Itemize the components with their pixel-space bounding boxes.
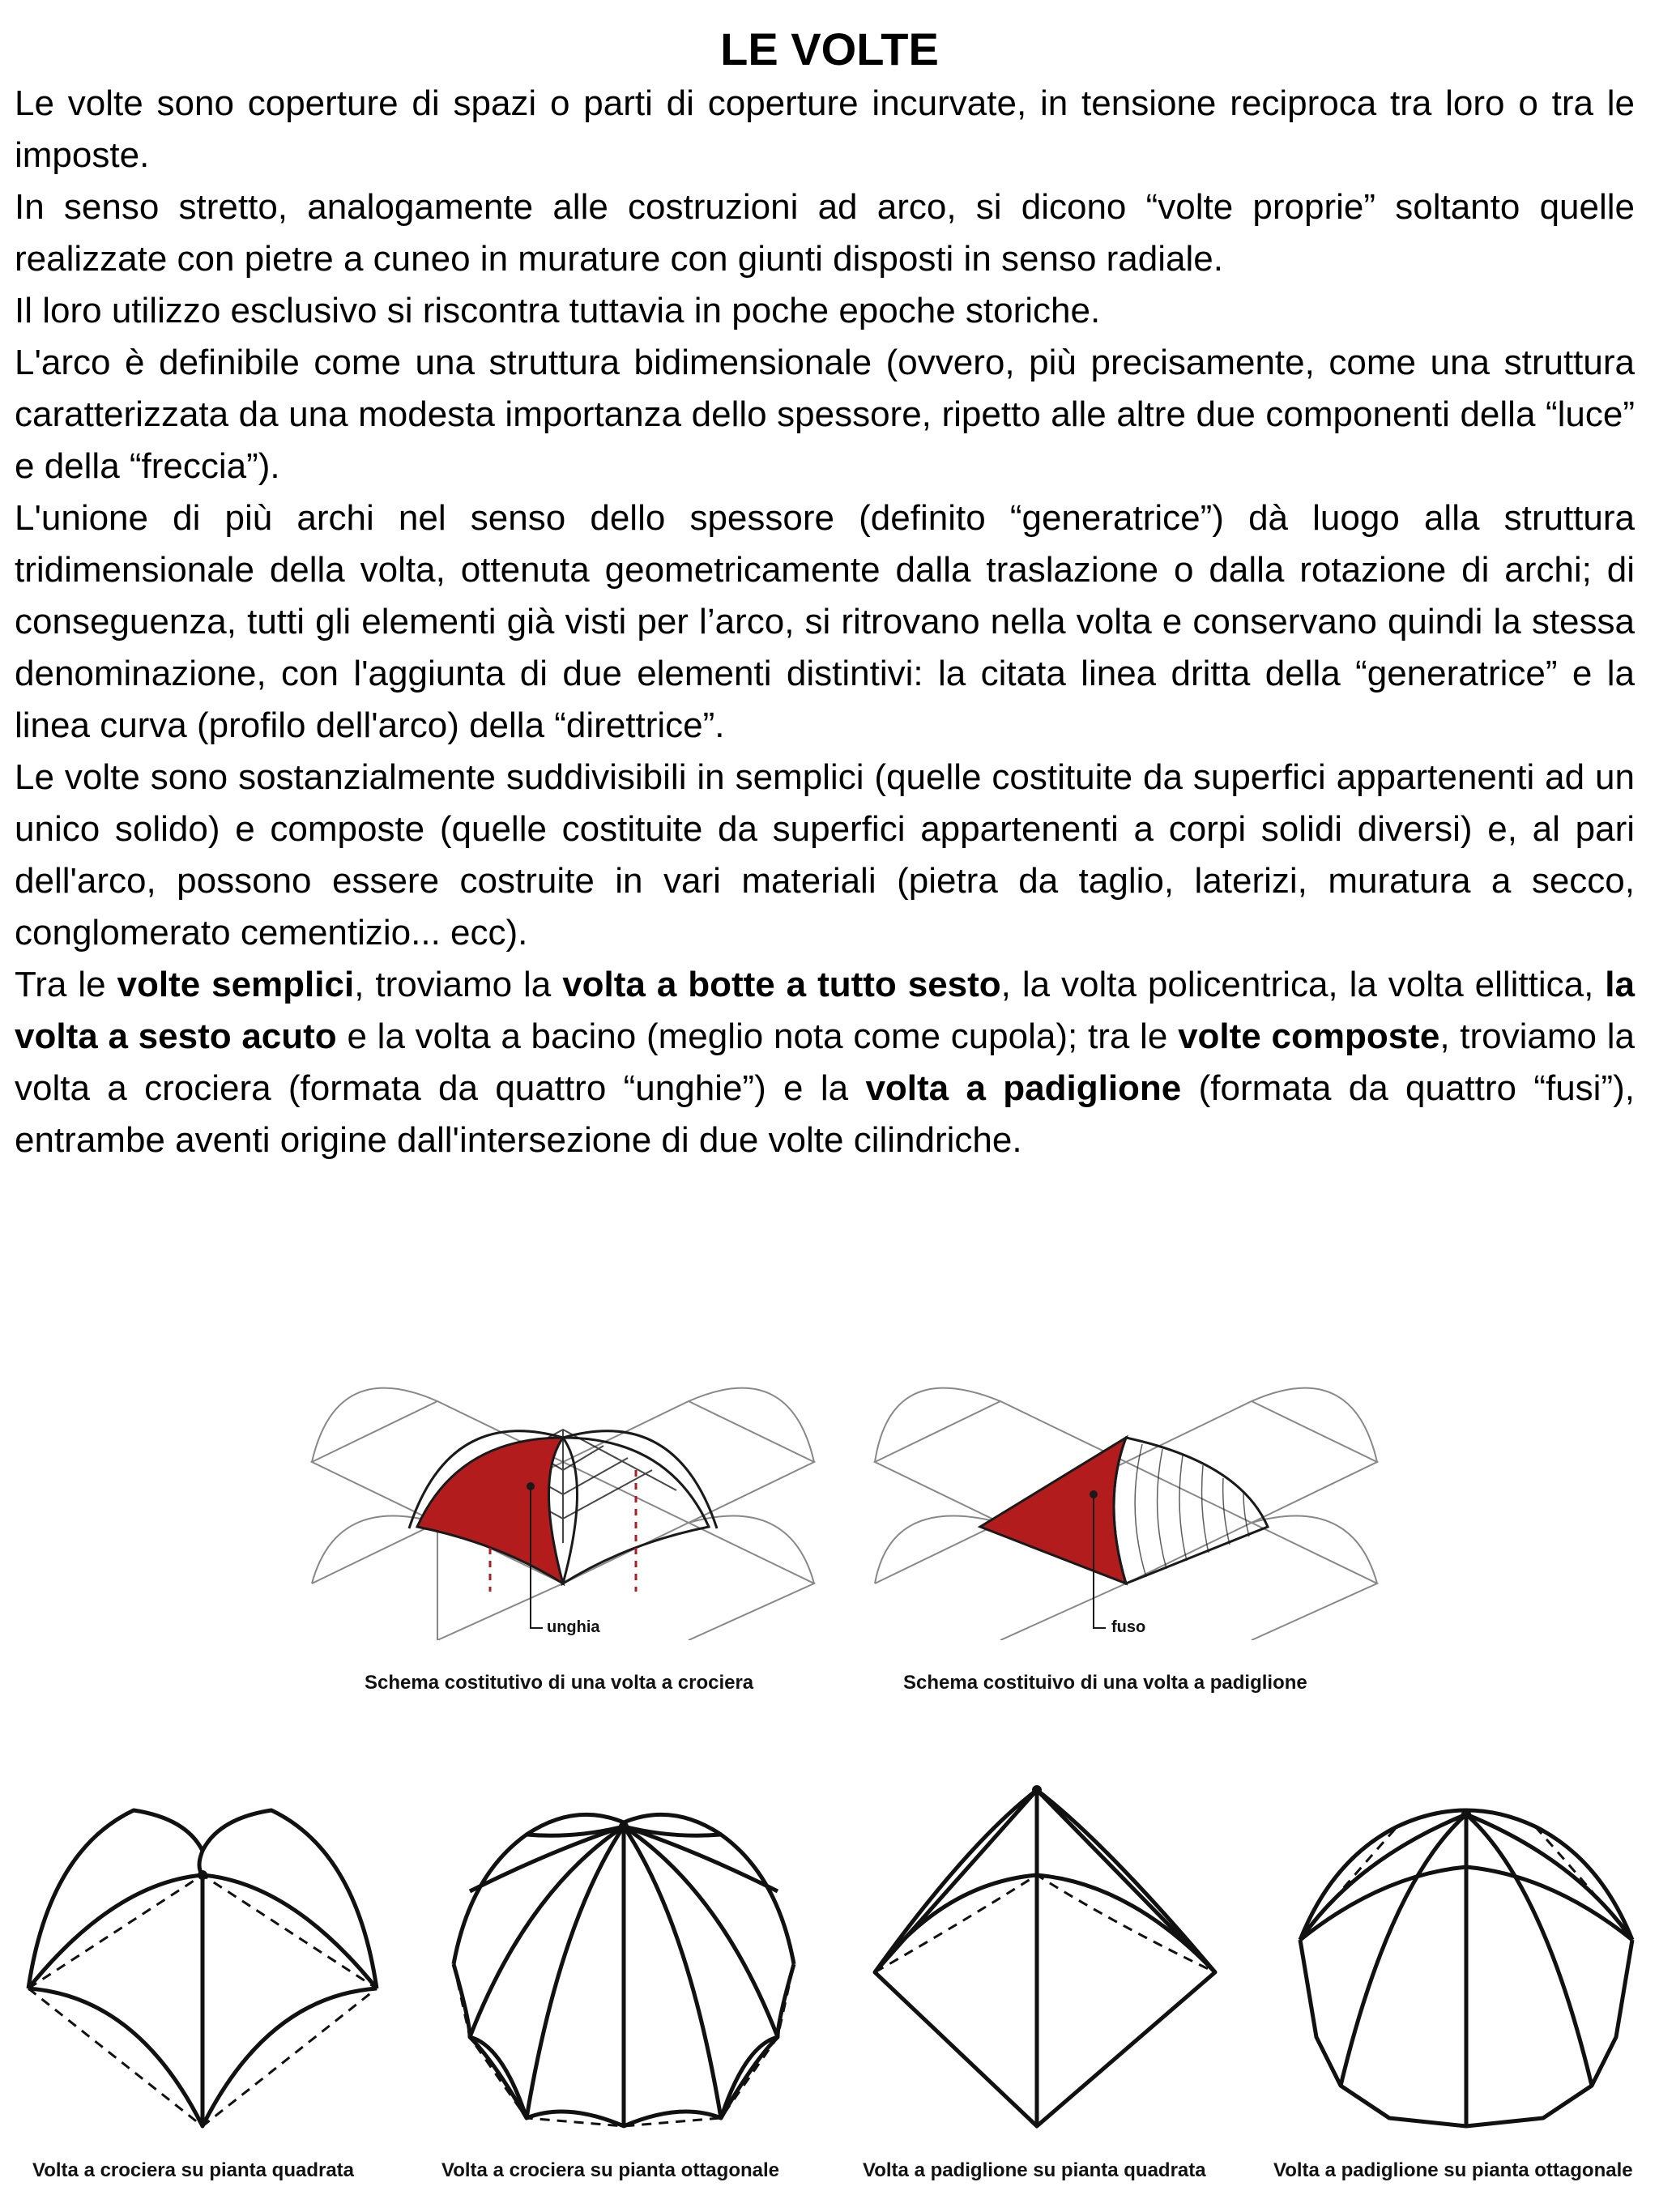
paragraph [15,752,1635,959]
body-text [15,78,1635,1166]
caption-crociera-quadrata: Volta a crociera su pianta quadrata [32,2159,355,2181]
text-run: Tra le [15,965,117,1004]
caption-padiglione-quadrata: Volta a padiglione su pianta quadrata [863,2159,1206,2181]
caption-padiglione-ottagonale: Volta a padiglione su pianta ottagonale [1273,2159,1633,2181]
text-run: In senso stretto, analogamente alle costruzioni ad arco, si dicono “volte proprie” soltanto quelle realizzate con pietre a cuneo in murature con giunti disposti in senso radiale. [15,187,1635,279]
text-run: , troviamo la [354,965,563,1004]
text-run: (formata da quattro “fusi”), entrambe aventi origine dall'intersezione di due volte cilindriche. [15,1068,1635,1160]
text-run: , la volta policentrica, la volta ellittica, [1000,965,1606,1004]
page-title: LE VOLTE [720,23,939,75]
paragraph [15,285,1635,337]
bold-term: volta a padiglione [865,1068,1182,1108]
text-run: e la volta a bacino (meglio nota come cupola); tra le [336,1016,1179,1056]
text-run: Le volte sono coperture di spazi o parti di coperture incurvate, in tensione reciproca tra loro o tra le imposte. [15,83,1635,175]
text-run: Le volte sono sostanzialmente suddivisibili in semplici (quelle costituite da superfici appartenenti ad un unico solido) e composte (quelle costituite da superfici appartenenti a corpi solidi diversi) e, al pari dell'arco, possono essere costruite in vari materiali (pietra da taglio, laterizi, muratura a secco, conglomerato cementizio... ecc). [15,757,1635,953]
paragraph [15,492,1635,752]
figure-crociera-quadrata [16,1778,389,2134]
caption-crociera-schema: Schema costitutivo di una volta a crociera [365,1672,754,1694]
figure-padiglione-quadrata [863,1778,1227,2134]
paragraph [15,337,1635,492]
unghia-label: unghia [547,1618,600,1636]
figure-crociera-ottagonale [437,1778,810,2134]
figure-crociera-schema [288,1340,838,1640]
caption-crociera-ottagonale: Volta a crociera su pianta ottagonale [441,2159,779,2181]
figure-padiglione-schema [859,1340,1393,1640]
text-run: L'arco è definibile come una struttura bidimensionale (ovvero, più precisamente, come una struttura caratterizzata da una modesta importanza dello spessore, ripetto alle altre due componenti della “luce” e della “freccia”). [15,343,1635,486]
bold-term: volte composte [1178,1016,1440,1056]
text-run: L'unione di più archi nel senso dello spessore (definito “generatrice”) dà luogo alla struttura tridimensionale della volta, ottenuta geometricamente dalla traslazione o dalla rotazione di archi; di conseguenza, tutti gli elementi già visti per l’arco, si ritrovano nella volta e conservano quindi la stessa denominazione, con l'aggiunta di due elementi distintivi: la citata linea dritta della “generatrice” e la linea curva (profilo dell'arco) della “direttrice”. [15,498,1635,745]
paragraph [15,78,1635,181]
text-run: , troviamo la volta a crociera (formata da quattro “unghie”) e la [15,1016,1636,1108]
bold-term: volte semplici [117,965,355,1004]
paragraph [15,181,1635,285]
figure-padiglione-ottagonale [1284,1778,1648,2134]
bold-term: la volta a sesto acuto [15,965,1635,1056]
caption-padiglione-schema: Schema costituivo di una volta a padiglione [903,1672,1307,1694]
bold-term: volta a botte a tutto sesto [562,965,1001,1004]
fuso-label: fuso [1111,1618,1146,1636]
paragraph [15,959,1635,1166]
text-run: Il loro utilizzo esclusivo si riscontra tuttavia in poche epoche storiche. [15,291,1101,330]
